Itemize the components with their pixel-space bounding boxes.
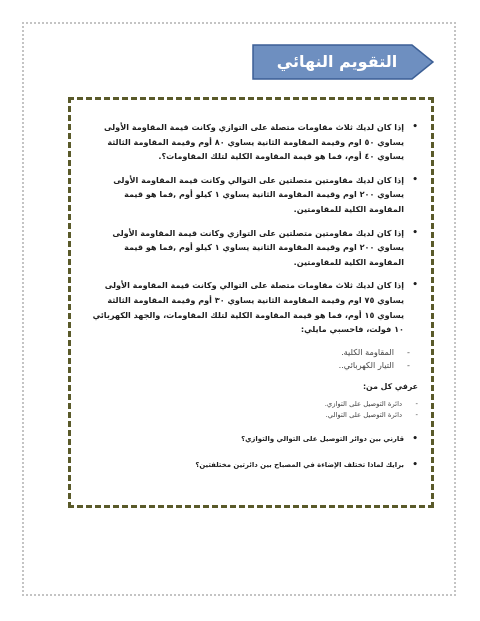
- bullet-icon: •: [412, 122, 418, 132]
- question-3: [88, 226, 418, 270]
- question-4: [88, 278, 418, 336]
- dash-icon: -: [407, 346, 410, 357]
- sub-item: - المقاومة الكلية.: [341, 346, 410, 357]
- bullet-icon: •: [412, 174, 418, 185]
- define-item: - دائرة التوصيل على التوالي.: [325, 410, 418, 419]
- page-title: التقويم النهائي: [276, 52, 398, 71]
- question-1: [88, 120, 418, 164]
- question-text: إذا كان لديك ثلاث مقاومات متصلة على التوالي وكانت قيمة المقاومة الأولى يساوي ٧٥ اوم وقيمة المقاومة الثانية يساوي ٣٠ أوم وقيمة المقاومة الثالثة يساوي ١٥ أوم، فما هو قيمة المقاومة الكلية لتلك المقاومات، والجهد الكهربائي ١٠ فولت، فاحسبي مايلي:: [92, 280, 404, 335]
- question-2: [88, 173, 418, 217]
- dash-icon: -: [415, 399, 418, 408]
- define-item: - دائرة التوصيل على التوازي.: [324, 399, 418, 408]
- define-items: [88, 399, 418, 421]
- opinion-question: • برايك لماذا تختلف الإضاءة في المصباح بين دائرتين مختلفتين؟: [195, 459, 418, 470]
- calculation-items: [88, 346, 418, 372]
- bullet-icon: •: [412, 433, 418, 444]
- compare-question: • قارني بين دوائر التوصيل على التوالي والتوازي؟: [241, 433, 418, 444]
- bullet-icon: •: [412, 280, 418, 291]
- title-banner: [252, 44, 434, 80]
- question-text: إذا كان لديك مقاومتين متصلتين على التوالي وكانت قيمة المقاومة الأولى يساوي ٢٠٠ اوم وقيمة المقاومة الثانية يساوي ١ كيلو أوم ,فما هو قيمة المقاومة الكلية للمقاومتين.: [113, 174, 404, 214]
- question-text: إذا كان لديك ثلاث مقاومات متصلة على التوازي وكانت قيمة المقاومة الأولى يساوي ٥٠ اوم وقيمة المقاومة الثانية يساوي ٨٠ أوم وقيمة المقاومة الثالثة يساوي ٤٠ أوم، فما هو قيمة المقاومة الكلية لتلك المقاومات؟.: [103, 122, 404, 162]
- define-heading: عرفي كل من:: [362, 381, 418, 391]
- bullet-icon: •: [412, 459, 418, 470]
- dash-icon: -: [407, 359, 410, 370]
- dash-icon: -: [415, 410, 418, 419]
- sub-item: - التيار الكهربائي..: [338, 359, 410, 370]
- bullet-icon: •: [412, 227, 418, 238]
- questions-content: [88, 120, 418, 485]
- question-text: إذا كان لديك مقاومتين متصلتين على التوازي وكانت قيمة المقاومة الأولى يساوي ٢٠٠ اوم وقيمة المقاومة الثانية يساوي ١ كيلو أوم ,فما هو قيمة المقاومة الكلية للمقاومتين.: [112, 227, 404, 267]
